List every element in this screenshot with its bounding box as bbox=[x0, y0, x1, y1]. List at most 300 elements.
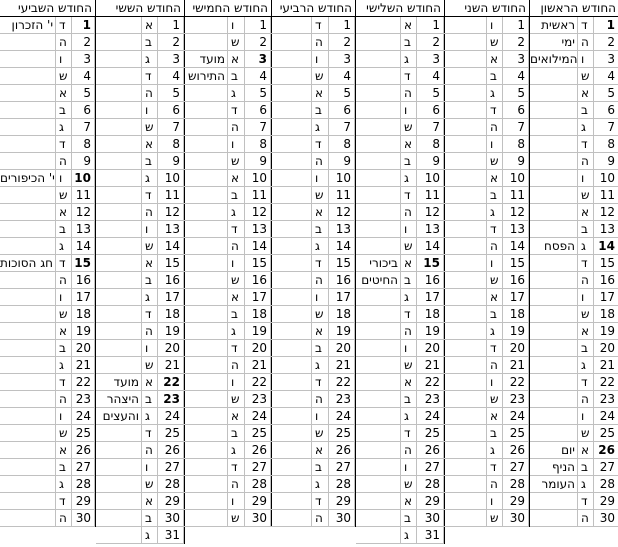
note-cell bbox=[183, 17, 228, 34]
day-number-cell: 17 bbox=[594, 289, 618, 306]
note-cell bbox=[444, 289, 487, 306]
weekday-letter-cell: ד bbox=[578, 136, 594, 153]
weekday-letter-cell: ב bbox=[487, 425, 503, 442]
day-number-cell: 30 bbox=[72, 510, 95, 527]
day-number-cell: 3 bbox=[245, 51, 271, 68]
day-number-cell: 24 bbox=[72, 408, 95, 425]
note-cell bbox=[444, 374, 487, 391]
note-cell bbox=[183, 289, 228, 306]
day-number-cell: 2 bbox=[72, 34, 95, 51]
day-number-cell: 10 bbox=[245, 170, 271, 187]
day-number-cell: 30 bbox=[594, 510, 618, 527]
weekday-letter-cell: א bbox=[487, 408, 503, 425]
note-cell bbox=[183, 119, 228, 136]
weekday-letter-cell: ב bbox=[312, 221, 329, 238]
weekday-letter-cell: ב bbox=[56, 340, 72, 357]
weekday-letter-cell: ש bbox=[401, 238, 417, 255]
weekday-letter-cell: ו bbox=[228, 374, 245, 391]
day-number-cell: 20 bbox=[594, 340, 618, 357]
note-cell bbox=[444, 204, 487, 221]
note-cell bbox=[530, 187, 578, 204]
weekday-letter-cell: א bbox=[56, 85, 72, 102]
note-cell bbox=[183, 187, 228, 204]
weekday-letter-cell: א bbox=[312, 442, 329, 459]
day-number-cell: 23 bbox=[594, 391, 618, 408]
weekday-letter-cell: ב bbox=[142, 34, 158, 51]
day-number-cell: 1 bbox=[245, 17, 271, 34]
weekday-letter-cell: ו bbox=[228, 493, 245, 510]
note-cell bbox=[0, 187, 56, 204]
weekday-letter-cell: ו bbox=[487, 136, 503, 153]
weekday-letter-cell: ו bbox=[312, 51, 329, 68]
note-cell bbox=[530, 510, 578, 527]
weekday-letter-cell: ה bbox=[228, 357, 245, 374]
day-number-cell: 18 bbox=[158, 306, 184, 323]
note-cell bbox=[183, 153, 228, 170]
note-cell bbox=[183, 272, 228, 289]
day-number-cell: 28 bbox=[245, 476, 271, 493]
day-number-cell: 17 bbox=[503, 289, 529, 306]
day-number-cell: 31 bbox=[158, 527, 184, 544]
weekday-letter-cell: ב bbox=[401, 272, 417, 289]
day-number-cell: 14 bbox=[72, 238, 95, 255]
weekday-letter-cell: ו bbox=[401, 340, 417, 357]
weekday-letter-cell: ב bbox=[228, 306, 245, 323]
note-cell bbox=[530, 136, 578, 153]
day-number-cell: 22 bbox=[503, 374, 529, 391]
day-number-cell: 13 bbox=[594, 221, 618, 238]
note-cell bbox=[271, 34, 312, 51]
note-cell: והעצים bbox=[96, 408, 142, 425]
note-cell bbox=[183, 85, 228, 102]
day-number-cell: 16 bbox=[417, 272, 444, 289]
day-number-cell: 12 bbox=[503, 204, 529, 221]
day-number-cell: 13 bbox=[417, 221, 444, 238]
note-cell bbox=[183, 510, 228, 527]
note-cell bbox=[271, 272, 312, 289]
day-number-cell: 26 bbox=[329, 442, 355, 459]
weekday-letter-cell: ה bbox=[401, 204, 417, 221]
day-number-cell: 17 bbox=[245, 289, 271, 306]
weekday-letter-cell: ו bbox=[228, 136, 245, 153]
note-cell bbox=[0, 459, 56, 476]
day-number-cell: 30 bbox=[417, 510, 444, 527]
note-cell bbox=[356, 51, 401, 68]
day-number-cell: 3 bbox=[503, 51, 529, 68]
note-cell bbox=[0, 272, 56, 289]
note-cell: מועד bbox=[183, 51, 228, 68]
day-number-cell: 2 bbox=[503, 34, 529, 51]
note-cell bbox=[0, 102, 56, 119]
weekday-letter-cell: ד bbox=[142, 306, 158, 323]
note-cell bbox=[0, 289, 56, 306]
note-cell bbox=[0, 408, 56, 425]
weekday-letter-cell: ש bbox=[228, 272, 245, 289]
day-number-cell: 25 bbox=[503, 425, 529, 442]
day-number-cell: 19 bbox=[329, 323, 355, 340]
day-number-cell: 25 bbox=[245, 425, 271, 442]
day-number-cell: 15 bbox=[503, 255, 529, 272]
weekday-letter-cell: ש bbox=[228, 34, 245, 51]
note-cell bbox=[96, 238, 142, 255]
weekday-letter-cell: ג bbox=[578, 476, 594, 493]
note-cell bbox=[356, 85, 401, 102]
note-cell bbox=[0, 221, 56, 238]
day-number-cell: 16 bbox=[158, 272, 184, 289]
weekday-letter-cell: ש bbox=[487, 391, 503, 408]
note-cell bbox=[96, 510, 142, 527]
note-cell bbox=[530, 153, 578, 170]
note-cell bbox=[96, 51, 142, 68]
weekday-letter-cell: ו bbox=[578, 170, 594, 187]
weekday-letter-cell: א bbox=[228, 170, 245, 187]
note-cell bbox=[356, 238, 401, 255]
day-number-cell: 15 bbox=[417, 255, 444, 272]
day-number-cell: 22 bbox=[417, 374, 444, 391]
day-number-cell: 8 bbox=[594, 136, 618, 153]
note-cell bbox=[271, 510, 312, 527]
note-cell bbox=[271, 340, 312, 357]
note-cell bbox=[183, 493, 228, 510]
day-number-cell: 21 bbox=[417, 357, 444, 374]
note-cell bbox=[356, 357, 401, 374]
note-cell bbox=[183, 340, 228, 357]
note-cell bbox=[96, 459, 142, 476]
note-cell bbox=[96, 255, 142, 272]
weekday-letter-cell: ד bbox=[312, 255, 329, 272]
day-number-cell: 19 bbox=[594, 323, 618, 340]
note-cell bbox=[0, 510, 56, 527]
day-number-cell: 7 bbox=[245, 119, 271, 136]
day-number-cell: 18 bbox=[594, 306, 618, 323]
day-number-cell: 17 bbox=[417, 289, 444, 306]
day-number-cell: 7 bbox=[72, 119, 95, 136]
weekday-letter-cell: ו bbox=[228, 17, 245, 34]
note-cell bbox=[444, 170, 487, 187]
note-cell bbox=[356, 442, 401, 459]
note-cell bbox=[183, 255, 228, 272]
weekday-letter-cell: ג bbox=[578, 238, 594, 255]
day-number-cell: 26 bbox=[417, 442, 444, 459]
note-cell bbox=[444, 493, 487, 510]
weekday-letter-cell: ה bbox=[578, 391, 594, 408]
day-number-cell: 7 bbox=[503, 119, 529, 136]
weekday-letter-cell: ד bbox=[228, 459, 245, 476]
note-cell: ראשית bbox=[530, 17, 578, 34]
note-cell bbox=[183, 357, 228, 374]
note-cell bbox=[271, 425, 312, 442]
day-number-cell: 9 bbox=[245, 153, 271, 170]
day-number-cell: 23 bbox=[503, 391, 529, 408]
day-number-cell: 15 bbox=[245, 255, 271, 272]
day-number-cell: 18 bbox=[417, 306, 444, 323]
day-number-cell: 11 bbox=[329, 187, 355, 204]
weekday-letter-cell: ב bbox=[578, 221, 594, 238]
note-cell bbox=[96, 221, 142, 238]
day-number-cell: 26 bbox=[72, 442, 95, 459]
day-number-cell: 6 bbox=[72, 102, 95, 119]
note-cell: מועד bbox=[96, 374, 142, 391]
weekday-letter-cell: ד bbox=[401, 306, 417, 323]
note-cell bbox=[0, 68, 56, 85]
month-header: החודש הששי bbox=[96, 0, 185, 17]
weekday-letter-cell: ג bbox=[312, 238, 329, 255]
weekday-letter-cell: ה bbox=[56, 272, 72, 289]
day-number-cell: 12 bbox=[594, 204, 618, 221]
month-header: החודש השני bbox=[444, 0, 530, 17]
weekday-letter-cell: א bbox=[142, 136, 158, 153]
day-number-cell: 16 bbox=[503, 272, 529, 289]
note-cell bbox=[356, 527, 401, 544]
day-number-cell: 4 bbox=[245, 68, 271, 85]
day-number-cell: 28 bbox=[72, 476, 95, 493]
weekday-letter-cell: א bbox=[578, 442, 594, 459]
weekday-letter-cell: ו bbox=[56, 408, 72, 425]
day-number-cell: 12 bbox=[245, 204, 271, 221]
day-number-cell: 20 bbox=[329, 340, 355, 357]
note-cell bbox=[0, 238, 56, 255]
weekday-letter-cell: ד bbox=[142, 68, 158, 85]
day-number-cell: 4 bbox=[503, 68, 529, 85]
note-cell: י' הכיפורים bbox=[0, 171, 55, 185]
weekday-letter-cell: ה bbox=[56, 34, 72, 51]
day-number-cell: 14 bbox=[329, 238, 355, 255]
note-cell: ביכורי bbox=[356, 255, 401, 272]
day-number-cell: 4 bbox=[72, 68, 95, 85]
weekday-letter-cell: א bbox=[487, 170, 503, 187]
note-cell bbox=[271, 204, 312, 221]
day-number-cell: 24 bbox=[158, 408, 184, 425]
day-number-cell: 5 bbox=[72, 85, 95, 102]
day-number-cell: 29 bbox=[158, 493, 184, 510]
weekday-letter-cell: ו bbox=[487, 493, 503, 510]
weekday-letter-cell: ה bbox=[228, 476, 245, 493]
day-number-cell: 9 bbox=[594, 153, 618, 170]
day-number-cell: 21 bbox=[503, 357, 529, 374]
note-cell bbox=[96, 272, 142, 289]
day-number-cell: 30 bbox=[245, 510, 271, 527]
weekday-letter-cell: א bbox=[312, 323, 329, 340]
note-cell bbox=[444, 391, 487, 408]
day-number-cell: 28 bbox=[503, 476, 529, 493]
weekday-letter-cell: ג bbox=[56, 119, 72, 136]
weekday-letter-cell: א bbox=[487, 289, 503, 306]
weekday-letter-cell: ש bbox=[487, 153, 503, 170]
day-number-cell: 27 bbox=[329, 459, 355, 476]
weekday-letter-cell: ו bbox=[56, 289, 72, 306]
weekday-letter-cell: ד bbox=[487, 221, 503, 238]
day-number-cell: 17 bbox=[72, 289, 95, 306]
day-number-cell: 27 bbox=[72, 459, 95, 476]
weekday-letter-cell: ה bbox=[312, 510, 329, 527]
day-number-cell: 6 bbox=[245, 102, 271, 119]
day-number-cell: 29 bbox=[329, 493, 355, 510]
note-cell bbox=[0, 425, 56, 442]
note-cell bbox=[96, 153, 142, 170]
weekday-letter-cell: ב bbox=[312, 459, 329, 476]
weekday-letter-cell: ב bbox=[401, 153, 417, 170]
day-number-cell: 2 bbox=[158, 34, 184, 51]
weekday-letter-cell: ב bbox=[578, 459, 594, 476]
note-cell bbox=[444, 136, 487, 153]
day-number-cell: 13 bbox=[245, 221, 271, 238]
day-number-cell: 18 bbox=[329, 306, 355, 323]
weekday-letter-cell: ג bbox=[578, 357, 594, 374]
day-number-cell: 24 bbox=[594, 408, 618, 425]
note-cell bbox=[0, 493, 56, 510]
weekday-letter-cell: ג bbox=[228, 323, 245, 340]
day-number-cell: 18 bbox=[245, 306, 271, 323]
weekday-letter-cell: ג bbox=[56, 357, 72, 374]
weekday-letter-cell: ו bbox=[228, 255, 245, 272]
day-number-cell: 6 bbox=[158, 102, 184, 119]
day-number-cell: 27 bbox=[158, 459, 184, 476]
weekday-letter-cell: ג bbox=[578, 119, 594, 136]
day-number-cell: 5 bbox=[329, 85, 355, 102]
day-number-cell: 7 bbox=[594, 119, 618, 136]
weekday-letter-cell: א bbox=[56, 323, 72, 340]
note-cell bbox=[444, 51, 487, 68]
weekday-letter-cell: ש bbox=[56, 68, 72, 85]
weekday-letter-cell: ב bbox=[56, 459, 72, 476]
weekday-letter-cell: ו bbox=[142, 221, 158, 238]
note-cell: יום bbox=[530, 442, 578, 459]
weekday-letter-cell: ג bbox=[401, 408, 417, 425]
weekday-letter-cell: ג bbox=[228, 442, 245, 459]
weekday-letter-cell: ש bbox=[56, 187, 72, 204]
note-cell bbox=[183, 476, 228, 493]
note-cell bbox=[444, 357, 487, 374]
note-cell bbox=[356, 102, 401, 119]
weekday-letter-cell: א bbox=[312, 85, 329, 102]
note-cell bbox=[530, 493, 578, 510]
weekday-letter-cell: ד bbox=[142, 187, 158, 204]
weekday-letter-cell: ו bbox=[578, 289, 594, 306]
day-number-cell: 13 bbox=[72, 221, 95, 238]
day-number-cell: 21 bbox=[245, 357, 271, 374]
note-cell bbox=[271, 323, 312, 340]
weekday-letter-cell: ש bbox=[578, 306, 594, 323]
weekday-letter-cell: ו bbox=[578, 408, 594, 425]
day-number-cell: 11 bbox=[417, 187, 444, 204]
note-cell bbox=[444, 306, 487, 323]
weekday-letter-cell: ה bbox=[401, 323, 417, 340]
day-number-cell: 29 bbox=[245, 493, 271, 510]
day-number-cell: 21 bbox=[329, 357, 355, 374]
weekday-letter-cell: ה bbox=[487, 119, 503, 136]
day-number-cell: 29 bbox=[503, 493, 529, 510]
note-cell bbox=[356, 119, 401, 136]
note-cell bbox=[96, 187, 142, 204]
note-cell bbox=[183, 136, 228, 153]
note-cell bbox=[183, 204, 228, 221]
note-cell bbox=[530, 170, 578, 187]
note-cell bbox=[356, 68, 401, 85]
note-cell bbox=[96, 323, 142, 340]
note-cell bbox=[530, 357, 578, 374]
day-number-cell: 15 bbox=[158, 255, 184, 272]
day-number-cell: 13 bbox=[158, 221, 184, 238]
day-number-cell: 10 bbox=[503, 170, 529, 187]
note-cell bbox=[183, 391, 228, 408]
note-cell bbox=[96, 357, 142, 374]
weekday-letter-cell: ג bbox=[401, 51, 417, 68]
day-number-cell: 4 bbox=[594, 68, 618, 85]
note-cell bbox=[444, 255, 487, 272]
weekday-letter-cell: א bbox=[401, 374, 417, 391]
weekday-letter-cell: ה bbox=[228, 119, 245, 136]
day-number-cell: 17 bbox=[329, 289, 355, 306]
day-number-cell: 26 bbox=[594, 442, 618, 459]
note-cell bbox=[96, 204, 142, 221]
weekday-letter-cell: א bbox=[142, 17, 158, 34]
weekday-letter-cell: ג bbox=[228, 204, 245, 221]
day-number-cell: 19 bbox=[417, 323, 444, 340]
day-number-cell: 7 bbox=[158, 119, 184, 136]
day-number-cell: 1 bbox=[594, 17, 618, 34]
note-cell bbox=[96, 85, 142, 102]
weekday-letter-cell: ב bbox=[142, 153, 158, 170]
day-number-cell: 14 bbox=[158, 238, 184, 255]
weekday-letter-cell: ו bbox=[312, 289, 329, 306]
weekday-letter-cell: ש bbox=[312, 187, 329, 204]
weekday-letter-cell: ה bbox=[487, 357, 503, 374]
note-cell bbox=[271, 187, 312, 204]
note-cell bbox=[271, 17, 312, 34]
note-cell bbox=[0, 306, 56, 323]
day-number-cell: 20 bbox=[158, 340, 184, 357]
note-cell bbox=[530, 221, 578, 238]
weekday-letter-cell: ד bbox=[312, 493, 329, 510]
note-cell bbox=[96, 527, 142, 544]
weekday-letter-cell: ה bbox=[578, 272, 594, 289]
weekday-letter-cell: ד bbox=[56, 255, 72, 272]
note-cell bbox=[183, 34, 228, 51]
note-cell bbox=[0, 85, 56, 102]
note-cell bbox=[530, 323, 578, 340]
note-cell: החיטים bbox=[356, 272, 401, 289]
note-cell bbox=[530, 391, 578, 408]
weekday-letter-cell: ג bbox=[401, 170, 417, 187]
weekday-letter-cell: ה bbox=[142, 204, 158, 221]
weekday-letter-cell: ש bbox=[401, 119, 417, 136]
weekday-letter-cell: ו bbox=[142, 340, 158, 357]
note-cell bbox=[356, 374, 401, 391]
weekday-letter-cell: א bbox=[578, 85, 594, 102]
note-cell bbox=[96, 306, 142, 323]
day-number-cell: 6 bbox=[329, 102, 355, 119]
day-number-cell: 19 bbox=[503, 323, 529, 340]
note-cell bbox=[444, 238, 487, 255]
weekday-letter-cell: ה bbox=[401, 85, 417, 102]
note-cell bbox=[96, 136, 142, 153]
weekday-letter-cell: ד bbox=[142, 425, 158, 442]
note-cell: י' הזכרון bbox=[0, 17, 56, 34]
note-cell bbox=[444, 17, 487, 34]
day-number-cell: 14 bbox=[245, 238, 271, 255]
day-number-cell: 12 bbox=[417, 204, 444, 221]
day-number-cell: 14 bbox=[594, 238, 618, 255]
note-cell bbox=[96, 442, 142, 459]
note-cell bbox=[271, 289, 312, 306]
note-cell bbox=[96, 289, 142, 306]
note-cell bbox=[530, 119, 578, 136]
note-cell: ימי bbox=[530, 34, 578, 51]
note-cell bbox=[96, 34, 142, 51]
day-number-cell: 3 bbox=[329, 51, 355, 68]
day-number-cell: 26 bbox=[503, 442, 529, 459]
weekday-letter-cell: ב bbox=[312, 102, 329, 119]
